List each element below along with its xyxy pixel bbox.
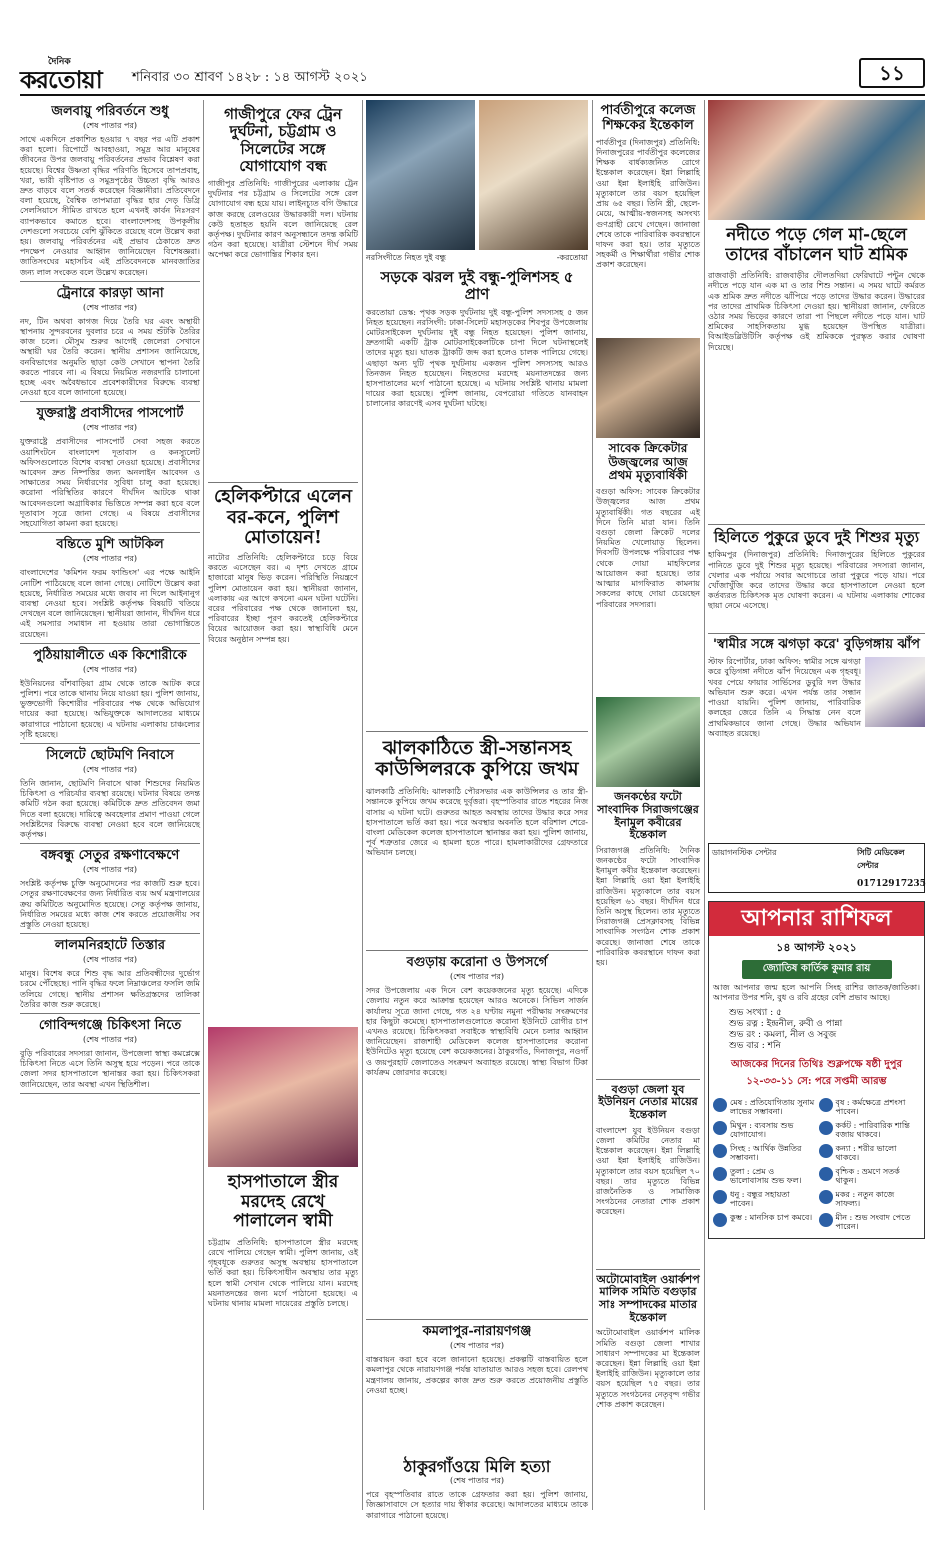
article-body: বাস্তবায়ন করা হবে বলে জানানো হয়েছে। প্রকল্পটি বাস্তবায়িত হলে কমলাপুর থেকে নারায়ণগঞ্জ পর্যন্ত যাতায়াত আরও সহজ হবে। রেলপথ মন্ত্রণালয় জানায়, প্রকল্পের কাজ দ্রুত শুরু করতে প্রয়োজনীয় প্রস্তুতি নেওয়া হচ্ছে। xyxy=(366,1355,588,1395)
ad-phone: 01712917235 xyxy=(857,879,926,890)
column-4 xyxy=(596,100,700,1510)
article-headline: জলবায়ু পরিবর্তনে শুধু xyxy=(51,104,169,119)
ad-text: ডায়াগনস্টিক সেন্টার xyxy=(712,848,777,858)
column-1 xyxy=(20,100,200,1510)
zodiac-text: কর্কট : পারিবারিক শান্তি বজায় থাকবে। xyxy=(835,1120,910,1140)
article-headline: লালমনিরহাটে তিস্তার xyxy=(54,938,166,954)
zodiac-sign xyxy=(819,1190,921,1209)
column-rule xyxy=(592,100,593,1510)
lucky-item: শুভ সংখ্যা : ৫ xyxy=(729,1007,782,1018)
zodiac-icon xyxy=(713,1121,727,1135)
article-body: রাজবাড়ী প্রতিনিধি: রাজবাড়ীর দৌলতদিয়া ফেরিঘাটে পন্টুন থেকে নদীতে পড়ে যান এক মা ও তার শিশু সন্তান। এ সময় ঘাটে কর্মরত এক শ্রমিক দ্রুত নদীতে ঝাঁপিয়ে পড়ে তাদের উদ্ধার করেন। উদ্ধারের পর তাদের প্রাথমিক চিকিৎসা দেওয়া হয়। স্থানীয়রা জানান, ফেরিতে ওঠার সময় ভিড়ের কারণে তারা পা পিছলে নদীতে পড়ে যান। ঘাট শ্রমিকের সাহসিকতায় মুগ্ধ হয়েছেন উপস্থিত যাত্রীরা। বিআইডব্লিউটিসি কর্তৃপক্ষ ওই শ্রমিককে পুরস্কৃত করার ঘোষণা দিয়েছে। xyxy=(708,271,925,352)
zodiac-icon xyxy=(713,1213,727,1227)
article-body: হাকিমপুর (দিনাজপুর) প্রতিনিধি: দিনাজপুরের হিলিতে পুকুরের পানিতে ডুবে দুই শিশুর মৃত্যু হয়েছে। পরিবারের সদস্যরা জানান, খেলার এক পর্যায়ে সবার অগোচরে তারা পুকুরে পড়ে যায়। পরে খোঁজাখুঁজি করে তাদের উদ্ধার করে হাসপাতালে নেওয়া হলে কর্তব্যরত চিকিৎসক মৃত ঘোষণা করেন। এ ঘটনায় এলাকায় শোকের ছায়া নেমে এসেছে। xyxy=(708,550,925,611)
article-body: চট্টগ্রাম প্রতিনিধি: হাসপাতালে স্ত্রীর মরদেহ রেখে পালিয়ে গেছেন স্বামী। পুলিশ জানায়, ওই গৃহবধূকে গুরুতর অসুস্থ অবস্থায় হাসপাতালে ভর্তি করা হয়। চিকিৎসাধীন অবস্থায় তার মৃত্যু হলে স্বামী সেখান থেকে পালিয়ে যান। মরদেহ ময়নাতদন্তের জন্য মর্গে পাঠানো হয়েছে। এ ঘটনায় থানায় মামলা দায়েরের প্রস্তুতি চলছে। xyxy=(208,1237,358,1308)
lucky-list xyxy=(709,1006,924,1054)
article-headline: যুক্তরাষ্ট্র প্রবাসীদের পাসপোর্ট xyxy=(36,406,184,422)
continued-label: (শেষ পাতার পর) xyxy=(82,121,138,130)
victim-photo xyxy=(479,100,588,250)
page-number: ১১ xyxy=(859,58,925,88)
horoscope-header: আপনার রাশিফল xyxy=(709,902,924,936)
horoscope-box xyxy=(708,901,925,1238)
zodiac-text: সিংহ : আর্থিক উন্নতির সম্ভাবনা। xyxy=(730,1143,802,1163)
article-headline: সড়কে ঝরল দুই বন্ধু-পুলিশসহ ৫ প্রাণ xyxy=(380,268,574,304)
photo-credit: -করতোয়া xyxy=(556,253,588,262)
zodiac-sign xyxy=(819,1167,921,1186)
article-headline: জনকণ্ঠের ফটো সাংবাদিক সিরাজগঞ্জের ইনামুল কবীরের ইন্তেকাল xyxy=(597,790,699,842)
article-body: গাজীপুর প্রতিনিধি: গাজীপুরের এলাকায় ট্রেন দুর্ঘটনার পর চট্টগ্রাম ও সিলেটের সঙ্গে রেল যোগাযোগ বন্ধ হয়ে যায়। লাইনচ্যুত বগি উদ্ধারে কাজ করছে রেলওয়ের উদ্ধারকারী দল। ঘটনায় কেউ হতাহত হয়নি বলে জানিয়েছে রেল কর্তৃপক্ষ। দুর্ঘটনার কারণ অনুসন্ধানে তদন্ত কমিটি গঠন করা হয়েছে। যাত্রীরা স্টেশনে দীর্ঘ সময় অপেক্ষা করে ভোগান্তির শিকার হন। xyxy=(208,179,358,260)
lucky-item: শুভ বার : শনি xyxy=(729,1040,781,1051)
mother-son-photo xyxy=(708,100,925,220)
zodiac-icon xyxy=(819,1121,833,1135)
continued-label: (শেষ পাতার পর) xyxy=(82,865,138,875)
zodiac-sign xyxy=(713,1190,815,1209)
photo-caption: নরসিংদীতে নিহত দুই বন্ধু xyxy=(366,253,446,262)
article-headline: গোবিন্দগঞ্জে চিকিৎসা নিতে xyxy=(38,1017,182,1033)
zodiac-sign xyxy=(713,1121,815,1140)
article-headline: ঝালকাঠিতে স্ত্রী-সন্তানসহ কাউন্সিলরকে কুপিয়ে জখম xyxy=(375,736,579,781)
zodiac-icon xyxy=(819,1167,833,1181)
continued-label: (শেষ পাতার পর) xyxy=(82,955,138,965)
column-rule xyxy=(362,100,363,1510)
zodiac-icon xyxy=(713,1167,727,1181)
article-headline: বন্তিতে মুশি আটকিল xyxy=(56,537,164,553)
article-headline: বগুড়া জেলা যুব ইউনিয়ন নেতার মায়ের ইন্তেকাল xyxy=(598,1082,698,1122)
continued-label: (শেষ পাতার পর) xyxy=(82,664,138,674)
zodiac-sign xyxy=(819,1121,921,1140)
article-headline: ট্রেনারে কারড়া আনা xyxy=(56,285,164,301)
article-body: সংশ্লিষ্ট কর্তৃপক্ষ চুক্তি অনুমোদনের পর কাজটি শুরু হবে। সেতুর রক্ষণাবেক্ষণের জন্য নির্ধারিত ব্যয় অর্থ মন্ত্রণালয়ের ক্রয় কমিটিতে অনুমোদিত হয়েছে। সেতু কর্তৃপক্ষ জানায়, নির্ধারিত সময়ের মধ্যে কাজ শেষ করতে প্রয়োজনীয় সব প্রস্তুতি নেওয়া হয়েছে। xyxy=(20,879,200,929)
zodiac-signs xyxy=(709,1094,924,1238)
article-headline: সিলেটে ছোটমণি নিবাসে xyxy=(46,747,174,763)
column-5 xyxy=(708,100,925,1510)
zodiac-sign xyxy=(819,1213,921,1232)
article-headline: বঙ্গবন্ধু সেতুর রক্ষণাবেক্ষণে xyxy=(40,848,180,864)
zodiac-icon xyxy=(819,1190,833,1204)
article-body: সিরাজগঞ্জ প্রতিনিধি: দৈনিক জনকণ্ঠের ফটো সাংবাদিক ইনামুল কবীর ইন্তেকাল করেছেন। ইন্না লিল্লাহি ওয়া ইন্না ইলাইহি রাজিউন। মৃত্যুকালে তার বয়স হয়েছিল ৬১ বছর। দীর্ঘদিন ধরে তিনি অসুস্থ ছিলেন। তার মৃত্যুতে সিরাজগঞ্জ প্রেসক্লাবসহ বিভিন্ন সাংবাদিক সংগঠন শোক প্রকাশ করেছে। জানাজা শেষে তাকে পারিবারিক কবরস্থানে দাফন করা হয়। xyxy=(596,845,700,968)
horoscope-intro: আজ আপনার জন্ম হলে আপনি সিংহ রাশির জাতক/জাতিকা। আপনার উপর শনি, বুধ ও রবি গ্রহের বেশি প্রভাব আছে। xyxy=(713,983,920,1003)
zodiac-text: কন্যা : শরীর ভালো থাকবে। xyxy=(835,1143,897,1163)
dateline: শনিবার ৩০ শ্রাবণ ১৪২৮ : ১৪ আগস্ট ২০২১ xyxy=(132,70,368,85)
zodiac-icon xyxy=(819,1213,833,1227)
continued-label: (শেষ পাতার পর) xyxy=(82,1034,138,1044)
article-headline: হাসপাতালে স্ত্রীর মরদেহ রেখে পালালেন স্বামী xyxy=(227,1172,339,1232)
article-headline: কমলাপুর-নারায়ণগঞ্জ xyxy=(422,1324,532,1340)
zodiac-sign xyxy=(713,1213,815,1232)
astrologer-name: জ্যোতিষ কার্তিক কুমার রায় xyxy=(742,960,892,979)
zodiac-icon xyxy=(713,1144,727,1158)
article-body: পার্বতীপুর (দিনাজপুর) প্রতিনিধি: দিনাজপুরের পার্বতীপুর কলেজের শিক্ষক বার্ধক্যজনিত রোগে ইন্তেকাল করেছেন। ইন্না লিল্লাহি ওয়া ইন্না ইলাইহি রাজিউন। মৃত্যুকালে তার বয়স হয়েছিল প্রায় ৬৫ বছর। তিনি স্ত্রী, ছেলে-মেয়ে, আত্মীয়-স্বজনসহ অসংখ্য গুণগ্রাহী রেখে গেছেন। জানাজা শেষে তাকে পারিবারিক কবরস্থানে দাফন করা হয়। তার মৃত্যুতে সহকর্মী ও শিক্ষার্থীরা গভীর শোক প্রকাশ করেছেন। xyxy=(596,137,700,270)
article-body: সাথে একদিনে প্রকাশিত হওয়ার ৭ বছর পর এটি প্রকাশ করা হলো। রিপোর্টে আবহাওয়া, সমুদ্র আর মানুষের জীবনের উপর জলবায়ু পরিবর্তনের প্রভাব বিশ্লেষণ করা হয়েছে। বিশ্বের উষ্ণতা বৃদ্ধির পরিণতি হিসেবে তাপপ্রবাহ, খরা, ভারী বৃষ্টিপাত ও সমুদ্রপৃষ্ঠের উচ্চতা বৃদ্ধি আরও দ্রুত বাড়বে বলে সতর্ক করেছেন বিজ্ঞানীরা। প্রতিবেদনে বলা হয়েছে, বৈশ্বিক তাপমাত্রা বৃদ্ধির হার দেড় ডিগ্রি সেলসিয়াসে সীমিত রাখতে হলে এখনই কার্বন নিঃসরণ ব্যাপকভাবে কমাতে হবে। বাংলাদেশসহ উপকূলীয় দেশগুলো সবচেয়ে বেশি ঝুঁকিতে রয়েছে বলে উল্লেখ করা হয়। জলবায়ু পরিবর্তনের এই প্রভাব ঠেকাতে দ্রুত পদক্ষেপ নেওয়ার আহ্বান জানিয়েছেন বিশেষজ্ঞরা। জাতিসংঘের মহাসচিব এই প্রতিবেদনকে মানবজাতির জন্য লাল সংকেত বলে উল্লেখ করেছেন। xyxy=(20,135,200,277)
continued-label: (শেষ পাতার পর) xyxy=(82,302,138,312)
lucky-item: শুভ রত্ন : ইন্দ্রনীল, রুবী ও পান্না xyxy=(729,1018,843,1029)
ad-title: সিটি মেডিকেল সেন্টার xyxy=(857,847,905,871)
article-body: ইউনিয়নের বাঁশবাড়িয়া গ্রাম থেকে তাকে আটক করে পুলিশ। পরে তাকে থানায় নিয়ে যাওয়া হয়। পুলিশ জানায়, ভুক্তভোগী কিশোরীর পরিবারের পক্ষ থেকে অভিযোগ দায়ের করা হয়েছে। অভিযুক্তকে আদালতের মাধ্যমে কারাগারে পাঠানো হয়েছে। এ ঘটনায় এলাকায় চাঞ্চল্যের সৃষ্টি হয়েছে। xyxy=(20,678,200,739)
article-body: বাংলাদেশের 'কমিশন ফরম ফান্ডিংস' এর পক্ষে আইনি নোটিশ পাঠিয়েছে বলে জানা গেছে। নোটিশে উল্লেখ করা হয়েছে, নির্ধারিত সময়ের মধ্যে জবাব না দিলে আইনানুগ ব্যবস্থা নেওয়া হবে। সংশ্লিষ্ট কর্তৃপক্ষ বিষয়টি খতিয়ে দেখছেন বলে জানিয়েছেন। স্থানীয়রা জানান, দীর্ঘদিন ধরে এই সমস্যার সমাধান না হওয়ায় তারা ভোগান্তিতে রয়েছেন। xyxy=(20,568,200,639)
column-rule xyxy=(704,100,705,1510)
masthead xyxy=(20,52,925,96)
woman-photo xyxy=(865,657,925,727)
article-body: ঝালকাঠি প্রতিনিধি: ঝালকাঠি পৌরসভার এক কাউন্সিলর ও তার স্ত্রী-সন্তানকে কুপিয়ে জখম করেছে দুর্বৃত্তরা। বৃহস্পতিবার রাতে শহরের নিজ বাসায় এ ঘটনা ঘটে। গুরুতর আহত অবস্থায় তাদের উদ্ধার করে সদর হাসপাতালে ভর্তি করা হয়। পরে অবস্থার অবনতি হলে বরিশাল শেরে-বাংলা মেডিকেল কলেজ হাসপাতালে স্থানান্তর করা হয়। পুলিশ জানায়, পূর্ব শত্রুতার জেরে এ হামলা হতে পারে। হামলাকারীদের গ্রেফতারে অভিযান চলছে। xyxy=(366,787,588,858)
zodiac-text: ধনু : বন্ধুর সহায়তা পাবেন। xyxy=(730,1189,790,1209)
journalist-photo xyxy=(596,697,700,787)
victim-photo xyxy=(366,100,475,250)
zodiac-text: বৃষ : কর্মক্ষেত্রে প্রশংসা পাবেন। xyxy=(835,1097,906,1117)
article-body: বাংলাদেশ যুব ইউনিয়ন বগুড়া জেলা কমিটির নেতার মা ইন্তেকাল করেছেন। ইন্না লিল্লাহি ওয়া ইন্না ইলাইহি রাজিউন। মৃত্যুকালে তার বয়স হয়েছিল ৭০ বছর। তার মৃত্যুতে বিভিন্ন রাজনৈতিক ও সামাজিক সংগঠনের নেতারা শোক প্রকাশ করেছেন। xyxy=(596,1125,700,1217)
advertisement xyxy=(708,843,925,893)
cricketer-photo xyxy=(596,338,700,438)
zodiac-icon xyxy=(819,1098,833,1112)
article-body: অটোমোবাইল ওয়ার্কশপ মালিক সমিতি বগুড়া জেলা শাখার সাধারণ সম্পাদকের মা ইন্তেকাল করেছেন। ইন্না লিল্লাহি ওয়া ইন্না ইলাইহি রাজিউন। মৃত্যুকালে তার বয়স হয়েছিল ৭৫ বছর। তার মৃত্যুতে সংগঠনের নেতৃবৃন্দ গভীর শোক প্রকাশ করেছেন। xyxy=(596,1328,700,1409)
article-headline: নদীতে পড়ে গেল মা-ছেলে তাদের বাঁচালেন ঘাট শ্রমিক xyxy=(725,225,908,265)
continued-label: (শেষ পাতার পর) xyxy=(82,764,138,774)
article-body: পরে বৃহস্পতিবার রাতে তাকে গ্রেফতার করা হয়। পুলিশ জানায়, জিজ্ঞাসাবাদে সে হত্যার দায় স্বীকার করেছে। আদালতের মাধ্যমে তাকে কারাগারে পাঠানো হয়েছে। xyxy=(366,1490,588,1520)
zodiac-icon xyxy=(713,1190,727,1204)
article-headline: গাজীপুরে ফের ট্রেন দুর্ঘটনা, চট্টগ্রাম ও সিলেটের সঙ্গে যোগাযোগ বন্ধ xyxy=(224,105,342,175)
zodiac-sign xyxy=(713,1167,815,1186)
article-headline: বগুড়ায় করোনা ও উপসর্গে xyxy=(406,955,548,971)
logo-text: করতোয়া xyxy=(20,65,102,94)
article-body: নাটোর প্রতিনিধি: হেলিকপ্টারে চড়ে বিয়ে করতে এসেছেন বর। এ দৃশ্য দেখতে গ্রামে হাজারো মানুষ ভিড় করেন। পরিস্থিতি নিয়ন্ত্রণে পুলিশ মোতায়েন করা হয়। স্থানীয়রা জানান, এলাকায় এর আগে কখনো এমন ঘটনা ঘটেনি। বরের পরিবারের পক্ষ থেকে জানানো হয়, পরিবারের ইচ্ছা পূরণ করতেই হেলিকপ্টারে বিয়ের আয়োজন করা হয়। স্বাস্থ্যবিধি মেনে বিয়ের অনুষ্ঠান সম্পন্ন হয়। xyxy=(208,553,358,644)
newspaper-logo xyxy=(20,54,120,92)
zodiac-sign xyxy=(819,1144,921,1163)
article-body: যুক্তরাষ্ট্রে প্রবাসীদের পাসপোর্ট সেবা সহজ করতে ওয়াশিংটনে বাংলাদেশ দূতাবাস ও কনস্যুলেট অফিসগুলোতে বিশেষ ব্যবস্থা নেওয়া হয়েছে। প্রবাসীদের আবেদন দ্রুত নিষ্পত্তির জন্য অনলাইন আবেদন ও সাক্ষাতের সময় নির্ধারণের সুবিধা চালু করা হয়েছে। করোনা পরিস্থিতির কারণে দীর্ঘদিন আটকে থাকা আবেদনগুলো অগ্রাধিকার ভিত্তিতে সম্পন্ন করা হবে বলে দূতাবাস সূত্রে জানা গেছে। এ বিষয়ে প্রবাসীদের সহযোগিতা কামনা করা হয়েছে। xyxy=(20,437,200,529)
article-body: বগুড়া অফিস: সাবেক ক্রিকেটার উজ্জ্বলের আজ প্রথম মৃত্যুবার্ষিকী। গত বছরের এই দিনে তিনি মারা যান। তিনি বগুড়া জেলা ক্রিকেট দলের নিয়মিত খেলোয়াড় ছিলেন। দিবসটি উপলক্ষে পরিবারের পক্ষ থেকে দোয়া মাহফিলের আয়োজন করা হয়েছে। তার আত্মার মাগফিরাত কামনায় সকলের কাছে দোয়া চেয়েছেন পরিবারের সদস্যরা। xyxy=(596,487,700,609)
woman-photo xyxy=(208,1027,358,1167)
zodiac-text: মেষ : প্রতিযোগিতায় সুনাম লাভের সম্ভাবনা। xyxy=(730,1097,815,1117)
article-headline: অটোমোবাইল ওয়ার্কশপ মালিক সমিতি বগুড়ার সাঃ সম্পাদকের মাতার ইন্তেকাল xyxy=(596,1272,700,1324)
article-body: মানুষ। বিশেষ করে শিশু বৃদ্ধ আর প্রতিবন্ধীদের দুর্ভোগ চরমে পৌঁছেছে। পানি বৃদ্ধির ফলে নিম্নাঞ্চলের ফসলি জমি তলিয়ে গেছে। স্থানীয় প্রশাসন ক্ষতিগ্রস্তদের তালিকা তৈরির কাজ শুরু করেছে। xyxy=(20,969,200,1009)
tithi: আজকের দিনের তিথিঃ শুক্লপক্ষে ষষ্ঠী দুপুর ১২-৩৩-১১ সে: পরে সপ্তমী আরম্ভ xyxy=(731,1058,902,1087)
zodiac-text: বৃশ্চিক : ভ্রমণে সতর্ক থাকুন। xyxy=(835,1166,900,1186)
article-body: বুড়ি পরিবারের সদস্যরা জানান, উপজেলা স্বাস্থ্য কমপ্লেক্সে চিকিৎসা নিতে এসে তিনি অসুস্থ হয়ে পড়েন। পরে তাকে জেলা সদর হাসপাতালে স্থানান্তর করা হয়। চিকিৎসকরা জানিয়েছেন, তার অবস্থা এখন স্থিতিশীল। xyxy=(20,1048,200,1089)
zodiac-sign xyxy=(713,1098,815,1117)
zodiac-text: তুলা : প্রেম ও ভালোবাসায় শুভ ফল। xyxy=(730,1166,802,1186)
column-rule xyxy=(203,100,204,1510)
article-body: নদ, টিন অথবা কাগজ দিয়ে তৈরি ঘর এবং অস্থায়ী স্থাপনায় সুন্দরবনের দুবলার চরে এ সময় শুঁটকি তৈরির কাজ চলে। মৌসুম শুরুর আগেই জেলেরা সেখানে অস্থায়ী ঘর তৈরি করেন। স্থানীয় প্রশাসন জানিয়েছে, বনবিভাগের অনুমতি ছাড়া কেউ সেখানে স্থাপনা তৈরি করতে পারবে না। এ বিষয়ে নিয়মিত নজরদারি চালানো হচ্ছে এবং অবৈধভাবে প্রবেশকারীদের বিরুদ্ধে ব্যবস্থা নেওয়া হবে বলে জানানো হয়েছে। xyxy=(20,316,200,398)
zodiac-text: কুম্ভ : মানসিক চাপ কমবে। xyxy=(730,1212,813,1222)
horoscope-date: ১৪ আগস্ট ২০২১ xyxy=(776,941,857,955)
article-body: স্টাফ রিপোর্টার, ঢাকা অফিস: স্বামীর সঙ্গে ঝগড়া করে বুড়িগঙ্গা নদীতে ঝাঁপ দিয়েছেন এক গৃহবধূ। খবর পেয়ে ফায়ার সার্ভিসের ডুবুরি দল উদ্ধার অভিযান শুরু করে। এখন পর্যন্ত তার সন্ধান পাওয়া যায়নি। পুলিশ জানায়, পারিবারিক কলহের জেরে তিনি এ সিদ্ধান্ত নেন বলে প্রাথমিকভাবে জানা গেছে। উদ্ধার অভিযান অব্যাহত রয়েছে। xyxy=(708,657,861,738)
article-headline: সাবেক ক্রিকেটার উজ্জ্বলের আজ প্রথম মৃত্যুবার্ষিকী xyxy=(608,440,688,483)
continued-label: (শেষ পাতার পর) xyxy=(449,1341,505,1351)
logo-small-text: দৈনিক xyxy=(48,57,71,67)
column-2 xyxy=(208,100,358,1510)
article-headline: ঠাকুরগাঁওয়ে মিলি হত্যা xyxy=(403,1457,551,1477)
article-body: সদর উপজেলায় এক দিনে বেশ কয়েকজনের মৃত্যু হয়েছে। এদিকে জেলায় নতুন করে আক্রান্ত হয়েছেন আরও অনেকে। সিভিল সার্জন কার্যালয় সূত্রে জানা গেছে, গত ২৪ ঘণ্টায় নমুনা পরীক্ষায় সংক্রমণের হার কিছুটা কমেছে। হাসপাতালগুলোতে করোনা ইউনিটে রোগীর চাপ এখনও রয়েছে। চিকিৎসকরা সবাইকে স্বাস্থ্যবিধি মেনে চলার আহ্বান জানিয়েছেন। রাজশাহী মেডিকেল কলেজ হাসপাতালের করোনা ইউনিটেও মৃত্যু হয়েছে বেশ কয়েকজনের। ঠাকুরগাঁও, দিনাজপুর, নওগাঁ ও জয়পুরহাট জেলাতেও সংক্রমণ অব্যাহত রয়েছে। স্বাস্থ্য বিভাগ টিকা কার্যক্রম জোরদার করেছে। xyxy=(366,986,588,1077)
lucky-item: শুভ রং : কমলা, নীল ও সবুজ xyxy=(729,1029,837,1040)
zodiac-text: মীন : শুভ সংবাদ পেতে পারেন। xyxy=(835,1212,911,1232)
continued-label: (শেষ পাতার পর) xyxy=(82,423,138,433)
article-headline: হেলিকপ্টারে এলেন বর-কনে, পুলিশ মোতায়েন! xyxy=(213,486,353,549)
zodiac-icon xyxy=(819,1144,833,1158)
zodiac-icon xyxy=(713,1098,727,1112)
article-body: করতোয়া ডেস্ক: পৃথক সড়ক দুর্ঘটনায় দুই বন্ধু-পুলিশ সদস্যসহ ৫ জন নিহত হয়েছেন। নরসিংদী: ঢাকা-সিলেট মহাসড়কের শিবপুর উপজেলায় মোটরসাইকেল দুর্ঘটনায় দুই বন্ধু নিহত হয়েছেন। পুলিশ জানায়, দ্রুতগামী একটি ট্রাক মোটরসাইকেলটিকে চাপা দিলে ঘটনাস্থলেই তাদের মৃত্যু হয়। ঘাতক ট্রাকটি জব্দ করা হলেও চালক পালিয়ে গেছে। এছাড়া অন্য দুটি পৃথক দুর্ঘটনায় একজন পুলিশ সদস্যসহ আরও তিনজন নিহত হয়েছেন। নিহতদের মরদেহ ময়নাতদন্তের জন্য হাসপাতালের মর্গে পাঠানো হয়েছে। এ ঘটনায় সংশ্লিষ্ট থানায় মামলা দায়ের করা হয়েছে। পুলিশ জানায়, বেপরোয়া গতিতে যানবাহন চালানোর কারণেই এসব দুর্ঘটনা ঘটছে। xyxy=(366,307,588,409)
continued-label: (শেষ পাতার পর) xyxy=(82,554,138,564)
article-headline: পার্বতীপুরে কলেজ শিক্ষকের ইন্তেকাল xyxy=(600,103,696,133)
zodiac-sign xyxy=(819,1098,921,1117)
continued-label: (শেষ পাতার পর) xyxy=(449,972,505,982)
article-body: তিনি জানান, ছোটমণি নিবাসে থাকা শিশুদের নিয়মিত চিকিৎসা ও পরিচর্যার ব্যবস্থা রয়েছে। ঘটনার বিষয়ে তদন্ত কমিটি গঠন করা হয়েছে। কমিটিকে দ্রুত প্রতিবেদন জমা দিতে বলা হয়েছে। দায়িত্বে অবহেলার প্রমাণ পাওয়া গেলে সংশ্লিষ্টদের বিরুদ্ধে ব্যবস্থা নেওয়া হবে বলে জানিয়েছে কর্তৃপক্ষ। xyxy=(20,778,200,839)
article-headline: পুঠিয়ায়ালীতে এক কিশোরীকে xyxy=(33,647,187,663)
article-headline: হিলিতে পুকুরে ডুবে দুই শিশুর মৃত্যু xyxy=(713,528,920,547)
column-3 xyxy=(366,100,588,1520)
zodiac-text: মিথুন : ব্যবসায় শুভ যোগাযোগ। xyxy=(730,1120,794,1140)
article-headline: 'স্বামীর সঙ্গে ঝগড়া করে' বুড়িগঙ্গায় ঝাঁপ xyxy=(713,637,920,653)
zodiac-text: মকর : নতুন কাজে সাফল্য। xyxy=(835,1189,895,1209)
zodiac-sign xyxy=(713,1144,815,1163)
continued-label: (শেষ পাতার পর) xyxy=(449,1476,505,1486)
